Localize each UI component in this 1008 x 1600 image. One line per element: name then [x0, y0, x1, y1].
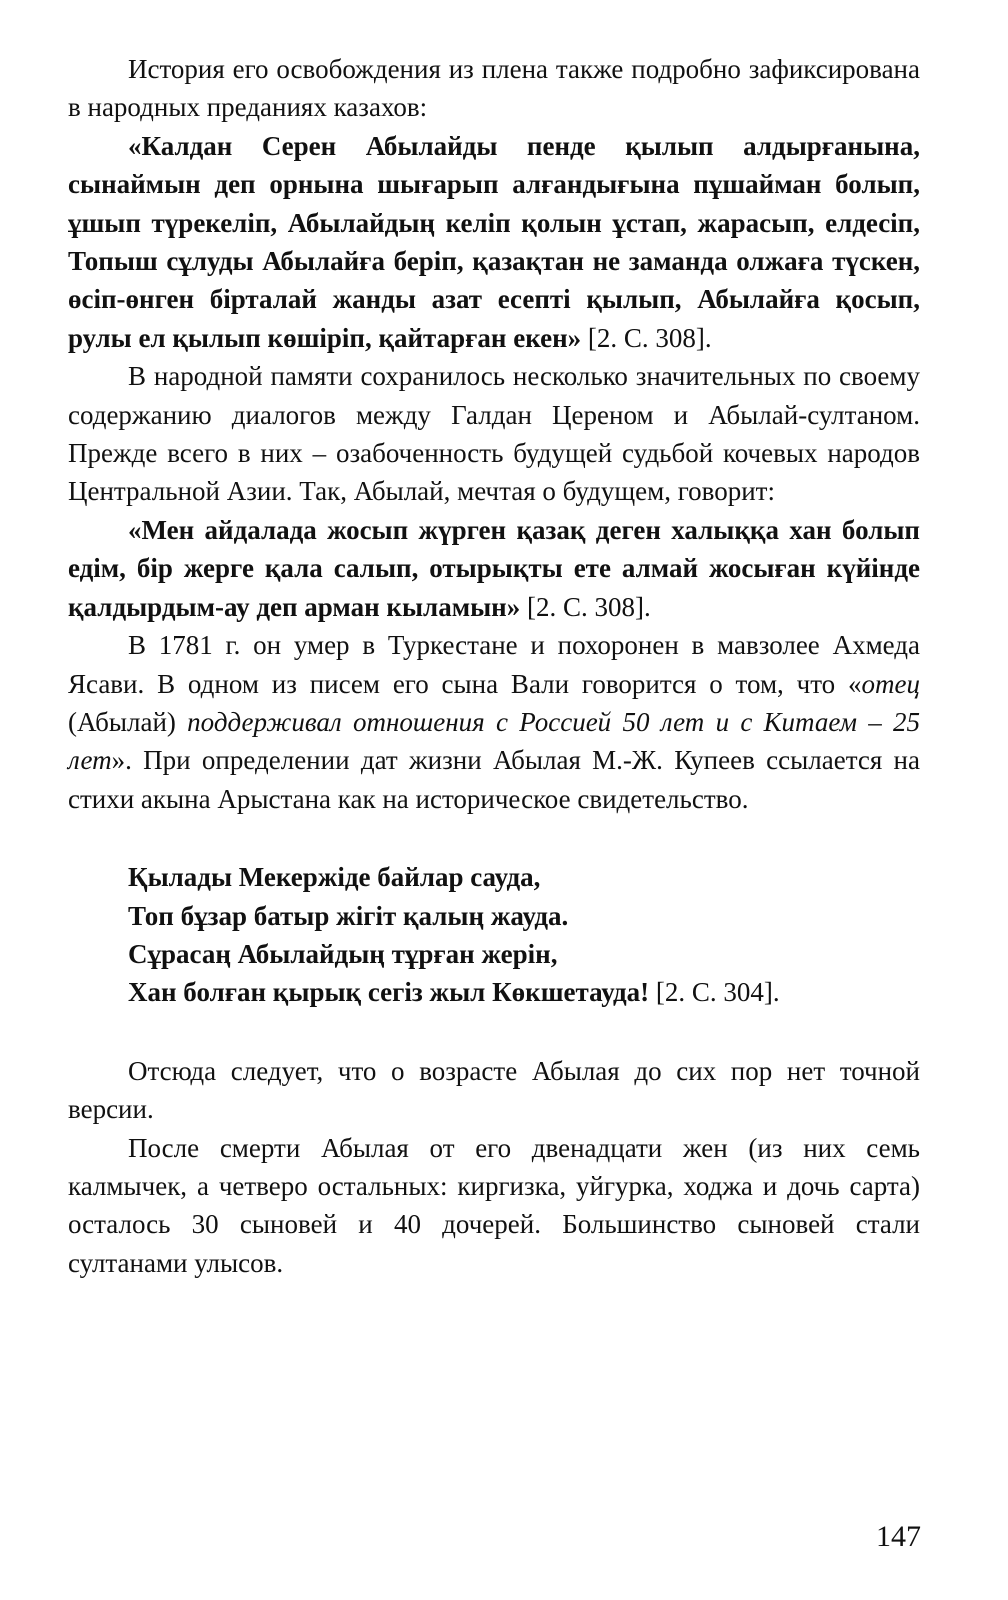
kazakh-quote-2-text: «Мен айдалада жосып жүрген қазақ деген халыққа хан болып едім, бір жерге қала салып, отырықты ете алмай жосыған күйінде қалдырдым-ау деп арман кыламын» [68, 514, 920, 622]
paragraph-age [68, 1052, 920, 1129]
kazakh-quote-1-reference: [2. С. 308]. [581, 322, 712, 353]
verse-line-3: Сұрасаң Абылайдың тұрған жерін, [128, 938, 558, 969]
paragraph-family-text: После смерти Абылая от его двенадцати жен (из них семь калмычек, а четверо остальных: киргизка, уйгурка, ходжа и дочь сарта) осталось 30 сыновей и 40 дочерей. Большинство сыновей стали султанами улысов. [68, 1132, 920, 1278]
paragraph-death-italic-1: отец [861, 668, 920, 699]
paragraph-death-italic-2: поддерживал отношения с Россией 50 лет и с Китаем – 25 лет [68, 706, 920, 776]
kazakh-quote-1-text: «Калдан Серен Абылайды пенде қылып алдырғанына, сынаймын деп орнына шығарып алғандығына пұшайман болып, ұшып түрекеліп, Абылайдың келіп қолын ұстап, жарасып, елдесіп, Топыш сұлуды Абылайға беріп, қазақтан не заманда олжаға түскен, өсіп-өнген бірталай жанды азат есепті қылып, Абылайға қосып, рулы ел қылып көшіріп, қайтарған екен» [68, 130, 920, 353]
verse-line-2: Топ бұзар батыр жігіт қалың жауда. [128, 900, 569, 931]
verse-reference: [2. С. 304]. [649, 977, 780, 1008]
paragraph-family [68, 1129, 920, 1283]
verse-line-1: Қылады Мекержіде байлар сауда, [128, 862, 541, 893]
paragraph-age-text: Отсюда следует, что о возрасте Абылая до сих пор нет точной версии. [68, 1055, 920, 1125]
paragraph-death-text-c: ». При определении дат жизни Абылая М.-Ж. Купеев ссылается на стихи акына Арыстана как на историческое свидетельство. [68, 745, 920, 814]
paragraph-dialogues [68, 357, 920, 511]
verse-line-4-text: Хан болған қырық сегіз жыл Көкшетауда! [128, 977, 650, 1008]
paragraph-death-text-a: В 1781 г. он умер в Туркестане и похоронен в мавзолее Ахмеда Ясави. В одном из писем его сына Вали говорится о том, что « [68, 630, 920, 699]
verse-line-4 [128, 973, 920, 1011]
paragraph-intro-text: История его освобождения из плена также подробно зафиксирована в народных преданиях казахов: [68, 54, 920, 123]
page-body [68, 50, 920, 1282]
kazakh-quote-2 [68, 511, 920, 626]
poem-verse [128, 858, 920, 1012]
kazakh-quote-1 [68, 127, 920, 357]
paragraph-intro [68, 50, 920, 127]
page-number: 147 [876, 1520, 921, 1553]
paragraph-death [68, 626, 920, 818]
paragraph-dialogues-text: В народной памяти сохранилось несколько значительных по своему содержанию диалогов между Галдан Цереном и Абылай-султаном. Прежде всего в них – озабоченность будущей судьбой кочевых народов Центральной Азии. Так, Абылай, мечтая о будущем, говорит: [68, 361, 920, 507]
kazakh-quote-2-reference: [2. С. 308]. [520, 591, 651, 622]
paragraph-death-text-b: (Абылай) [68, 706, 188, 737]
